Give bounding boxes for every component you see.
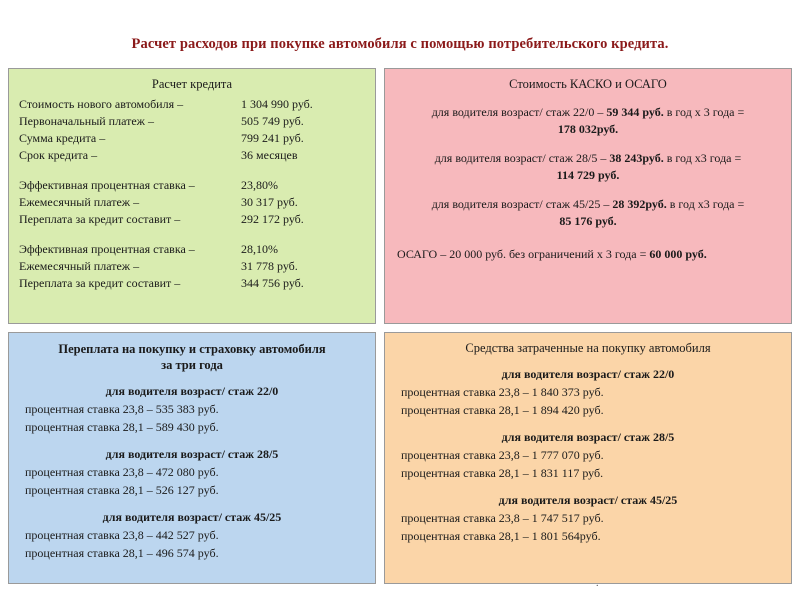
insurance-line-post: в год х 3 года = <box>663 105 745 119</box>
insurance-total: 178 032руб. <box>557 122 619 136</box>
insurance-line <box>395 196 781 213</box>
osago-amount: 60 000 руб. <box>649 247 707 261</box>
row-value: 344 756 руб. <box>241 276 304 290</box>
overpay-group-title: для водителя возраст/ стаж 22/0 <box>105 384 279 398</box>
table-row <box>19 275 365 292</box>
credit-calculation-panel <box>8 68 376 324</box>
total-item: процентная ставка 28,1 – 1 894 420 руб. <box>401 403 604 417</box>
row-value: 1 304 990 руб. <box>241 97 313 111</box>
row-label: Эффективная процентная ставка – <box>19 242 195 256</box>
insurance-amount: 28 392руб. <box>612 197 667 211</box>
table-row <box>19 194 365 211</box>
table-row <box>19 113 365 130</box>
page-title: Расчет расходов при покупке автомобиля с помощью потребительского кредита. <box>131 36 669 52</box>
row-label: Ежемесячный платеж – <box>19 195 140 209</box>
divider-space <box>19 228 365 241</box>
divider-space <box>19 164 365 177</box>
overpay-item: процентная ставка 28,1 – 589 430 руб. <box>25 420 219 434</box>
row-label: Сумма кредита – <box>19 131 106 145</box>
total-item: процентная ставка 23,8 – 1 747 517 руб. <box>401 511 604 525</box>
insurance-amount: 59 344 руб. <box>606 105 664 119</box>
insurance-line-pre: для водителя возраст/ стаж 22/0 – <box>431 105 607 119</box>
row-label: Эффективная процентная ставка – <box>19 178 195 192</box>
row-value: 505 749 руб. <box>241 114 304 128</box>
total-item: процентная ставка 23,8 – 1 777 070 руб. <box>401 448 604 462</box>
overpay-panel-heading <box>19 341 365 373</box>
table-row <box>19 96 365 113</box>
table-row <box>19 147 365 164</box>
insurance-block <box>395 196 781 230</box>
row-value: 30 317 руб. <box>241 195 298 209</box>
overpay-group-title: для водителя возраст/ стаж 28/5 <box>105 447 279 461</box>
row-value: 292 172 руб. <box>241 212 304 226</box>
row-value: 23,80% <box>241 178 278 192</box>
row-value: 36 месяцев <box>241 148 298 162</box>
total-panel-heading: Средства затраченные на покупку автомобиля <box>465 341 711 355</box>
total-item: процентная ставка 28,1 – 1 831 117 руб. <box>401 466 604 480</box>
total-group-title: для водителя возраст/ стаж 28/5 <box>501 430 675 444</box>
insurance-line <box>395 104 781 121</box>
total-item: процентная ставка 23,8 – 1 840 373 руб. <box>401 385 604 399</box>
osago-text: ОСАГО – 20 000 руб. без ограничений х 3 года = <box>397 247 650 261</box>
insurance-line-post: в год х3 года = <box>663 151 742 165</box>
footer-mark: . <box>596 578 599 589</box>
total-item: процентная ставка 28,1 – 1 801 564руб. <box>401 529 601 543</box>
overpay-item: процентная ставка 23,8 – 472 080 руб. <box>25 465 219 479</box>
row-value: 28,10% <box>241 242 278 256</box>
row-label: Ежемесячный платеж – <box>19 259 140 273</box>
row-label: Переплата за кредит составит – <box>19 276 181 290</box>
insurance-panel-heading: Стоимость КАСКО и ОСАГО <box>509 77 667 91</box>
row-value: 31 778 руб. <box>241 259 298 273</box>
insurance-amount: 38 243руб. <box>609 151 664 165</box>
overpay-item: процентная ставка 28,1 – 496 574 руб. <box>25 546 219 560</box>
overpay-heading-line1: Переплата на покупку и страховку автомобиля <box>58 342 326 356</box>
table-row <box>19 241 365 258</box>
table-row <box>19 130 365 147</box>
credit-panel-heading: Расчет кредита <box>151 77 233 91</box>
overpay-group-title: для водителя возраст/ стаж 45/25 <box>102 510 282 524</box>
insurance-total: 114 729 руб. <box>556 168 620 182</box>
insurance-line-pre: для водителя возраст/ стаж 45/25 – <box>431 197 613 211</box>
row-label: Стоимость нового автомобиля – <box>19 97 184 111</box>
row-label: Срок кредита – <box>19 148 98 162</box>
row-value: 799 241 руб. <box>241 131 304 145</box>
row-label: Переплата за кредит составит – <box>19 212 181 226</box>
table-row <box>19 211 365 228</box>
overpay-item: процентная ставка 23,8 – 535 383 руб. <box>25 402 219 416</box>
row-label: Первоначальный платеж – <box>19 114 154 128</box>
insurance-line-pre: для водителя возраст/ стаж 28/5 – <box>434 151 610 165</box>
insurance-block <box>395 150 781 184</box>
overpay-item: процентная ставка 23,8 – 442 527 руб. <box>25 528 219 542</box>
insurance-cost-panel <box>384 68 792 324</box>
total-spend-panel <box>384 332 792 584</box>
overpay-item: процентная ставка 28,1 – 526 127 руб. <box>25 483 219 497</box>
insurance-line-post: в год х3 года = <box>666 197 745 211</box>
total-group-title: для водителя возраст/ стаж 22/0 <box>501 367 675 381</box>
osago-line <box>395 246 781 263</box>
insurance-line <box>395 150 781 167</box>
overpay-heading-line2: за три года <box>161 358 223 372</box>
table-row <box>19 258 365 275</box>
total-group-title: для водителя возраст/ стаж 45/25 <box>498 493 678 507</box>
insurance-total: 85 176 руб. <box>559 214 617 228</box>
overpayment-panel <box>8 332 376 584</box>
insurance-block <box>395 104 781 138</box>
table-row <box>19 177 365 194</box>
